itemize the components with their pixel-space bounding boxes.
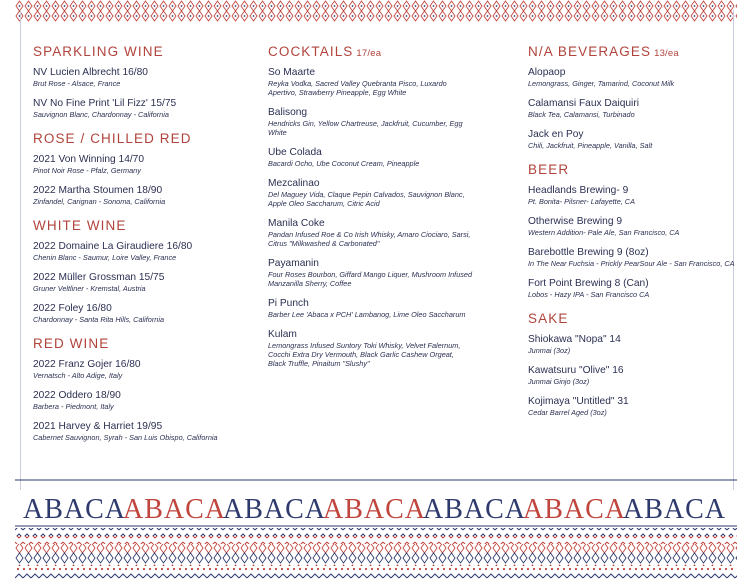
item-description: Barber Lee 'Abaca x PCH' Lambanog, Lime Oleo Saccharum [268,310,466,319]
item-description: Chenin Blanc - Saumur, Loire Valley, France [33,253,177,262]
item-name: Ube Colada [268,147,322,158]
item-description: Zinfandel, Carignan - Sonoma, California [33,197,166,206]
section-sake [528,311,738,417]
section-title: WHITE WINE [33,218,127,233]
item-description: Gruner Veltliner - Kremstal, Austria [33,284,146,293]
section-price: 17/ea [356,48,382,59]
menu-item [268,177,490,208]
menu-item [268,106,490,137]
section-cocktails [268,44,490,368]
menu-item [33,153,258,175]
section-title [528,44,738,59]
item-name: 2022 Franz Gojer 16/80 [33,359,141,370]
menu-item [268,257,490,288]
item-name: 2022 Oddero 18/90 [33,390,121,401]
item-name: Alopaop [528,67,566,78]
menu-item [268,217,490,248]
menu-item [33,184,258,206]
item-name: 2022 Foley 16/80 [33,303,112,314]
item-name: Headlands Brewing- 9 [528,185,629,196]
section-title-text: N/A BEVERAGES [528,44,652,59]
section-rose [33,131,258,206]
section-title: ROSE / CHILLED RED [33,131,192,146]
left-frame-line [20,10,21,490]
item-description: Barbera - Piedmont, Italy [33,402,114,411]
section-title [268,44,490,59]
menu-item [33,66,258,88]
item-description: Lemongrass Infused Suntory Toki Whisky, Velvet Falernum, Cocchi Extra Dry Vermouth, Black Garlic Cashew Orgeat, Black Truffle, Pinaitum "Slushy" [268,341,461,368]
item-description: Western Addition- Pale Ale, San Francisco, CA [528,228,680,237]
item-description: Cedar Barrel Aged (3oz) [528,408,607,417]
section-price: 13/ea [654,48,679,59]
item-name: 2022 Martha Stoumen 18/90 [33,185,163,196]
item-description: Pt. Bonita- Pilsner- Lafayette, CA [528,197,635,206]
menu-item [268,297,490,319]
item-name: Barebottle Brewing 9 (8oz) [528,247,649,258]
item-description: Chardonnay - Santa Rita Hills, California [33,315,164,324]
wordmark-row [23,494,726,525]
section-white [33,218,258,324]
item-description: Vernatsch - Alto Adige, Italy [33,371,123,380]
section-na [528,44,738,150]
item-description: Hendricks Gin, Yellow Chartreuse, Jackfruit, Cucumber, Egg White [268,119,463,137]
section-title: SPARKLING WINE [33,44,164,59]
item-name: Manila Coke [268,218,325,229]
item-name: Balisong [268,107,308,118]
section-sparkling [33,44,258,119]
item-name: Calamansi Faux Daiquiri [528,98,639,109]
bottom-border-pattern [15,476,737,580]
item-name: Payamanin [268,258,319,269]
item-name: Fort Point Brewing 8 (Can) [528,278,649,289]
wordmark: ABACA [423,494,527,525]
column-wines [33,44,258,454]
item-description: Junmai Ginjo (3oz) [528,377,590,386]
item-description: Sauvignon Blanc, Chardonnay - California [33,110,169,119]
menu-item [528,184,738,206]
item-description: Pinot Noir Rose - Pfalz, Germany [33,166,141,175]
menu-item [33,389,258,411]
item-name: Kawatsuru "Olive" 16 [528,365,624,376]
menu-item [33,420,258,442]
wordmark: ABACA [323,494,427,525]
menu-item [528,128,738,150]
menu-item [268,146,490,168]
column-cocktails [268,44,490,380]
item-description: Bacardi Ocho, Ube Coconut Cream, Pineapple [268,159,420,168]
section-title: BEER [528,162,570,177]
menu-item [268,66,490,97]
wordmark: ABACA [523,494,627,525]
item-name: NV Lucien Albrecht 16/80 [33,67,148,78]
top-border-pattern [15,0,737,22]
item-name: Kojimaya "Untitled" 31 [528,396,629,407]
item-description: Brut Rose - Alsace, France [33,79,121,88]
menu-item [528,277,738,299]
menu-item [528,333,738,355]
column-beverages [528,44,738,429]
menu-item [528,66,738,88]
item-description: Lemongrass, Ginger, Tamarind, Coconut Milk [528,79,675,88]
menu-item [528,97,738,119]
section-title: SAKE [528,311,569,326]
menu-item [33,97,258,119]
section-beer [528,162,738,299]
menu-item [33,271,258,293]
menu-item [528,395,738,417]
item-name: 2021 Von Winning 14/70 [33,154,145,165]
menu-item [528,246,738,268]
menu-item [268,328,490,368]
item-description: Reyka Vodka, Sacred Valley Quebranta Pisco, Luxardo Apertivo, Strawberry Pineapple, Egg White [268,79,447,97]
menu-item [33,302,258,324]
wordmark: ABACA [623,494,727,525]
section-title: RED WINE [33,336,110,351]
item-name: Pi Punch [268,298,309,309]
item-description: In The Near Fuchsia - Prickly PearSour Ale - San Francisco, CA [528,259,735,268]
wordmark: ABACA [123,494,227,525]
section-red [33,336,258,442]
wordmark: ABACA [223,494,327,525]
item-name: NV No Fine Print 'Lil Fizz' 15/75 [33,98,177,109]
wordmark: ABACA [23,494,127,525]
menu-item [33,358,258,380]
item-name: 2021 Harvey & Harriet 19/95 [33,421,163,432]
menu-item [33,240,258,262]
item-description: Cabernet Sauvignon, Syrah - San Luis Obispo, California [33,433,218,442]
item-description: Lobos - Hazy IPA - San Francisco CA [528,290,650,299]
item-name: Kulam [268,329,297,340]
item-description: Chili, Jackfruit, Pineapple, Vanilla, Salt [528,141,653,150]
menu-item [528,215,738,237]
item-name: Otherwise Brewing 9 [528,216,622,227]
item-name: 2022 Müller Grossman 15/75 [33,272,165,283]
item-name: Shiokawa "Nopa" 14 [528,334,621,345]
item-description: Four Roses Bourbon, Giffard Mango Liquer, Mushroom Infused Manzanilla Sherry, Coffee [268,270,473,288]
item-name: 2022 Domaine La Giraudiere 16/80 [33,241,193,252]
item-description: Junmai (3oz) [528,346,571,355]
menu-item [528,364,738,386]
item-name: So Maarte [268,67,315,78]
item-description: Pandan Infused Roe & Co Irish Whisky, Amaro Ciociaro, Sarsi, Citrus "Milkwashed & Carbonated" [268,230,471,248]
item-name: Mezcalinao [268,178,320,189]
section-title-text: COCKTAILS [268,44,354,59]
item-description: Del Maguey Vida, Claque Pepin Calvados, Sauvignon Blanc, Apple Oleo Saccharum, Citric Acid [268,190,465,208]
item-name: Jack en Poy [528,129,584,140]
item-description: Black Tea, Calamansi, Turbinado [528,110,635,119]
